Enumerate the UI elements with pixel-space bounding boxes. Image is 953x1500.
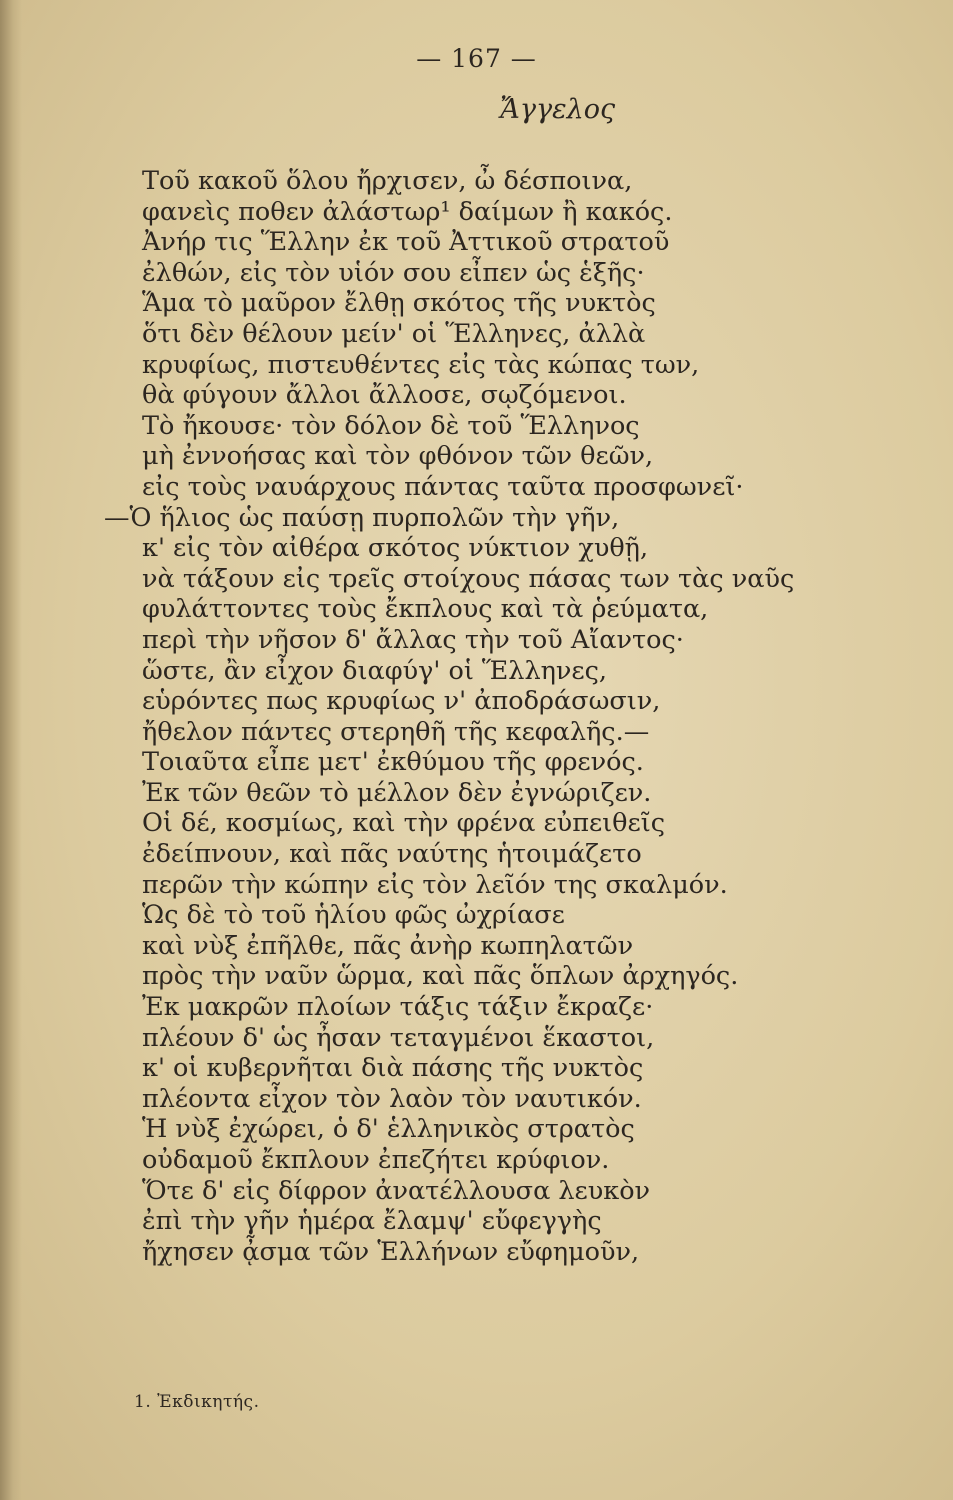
verse-line: ἐλθών, εἰς τὸν υἱόν σου εἶπεν ὡς ἑξῆς· xyxy=(142,257,645,288)
verse-line: Ἐκ τῶν θεῶν τὸ μέλλον δὲν ἐγνώριζεν. xyxy=(142,777,652,808)
verse-line: φανεὶς ποθεν ἀλάστωρ¹ δαίμων ἢ κακός. xyxy=(142,196,673,227)
verse-line: ἐπὶ τὴν γῆν ἡμέρα ἔλαμψ' εὔφεγγὴς xyxy=(142,1206,602,1237)
verse-line: ἤχησεν ᾆσμα τῶν Ἑλλήνων εὔφημοῦν, xyxy=(142,1236,640,1267)
verse-line: περὶ τὴν νῆσον δ' ἄλλας τὴν τοῦ Αἴαντος· xyxy=(142,624,684,655)
footnote: 1. Ἐκδικητής. xyxy=(134,1392,260,1412)
verse-line: πλέουν δ' ὡς ἦσαν τεταγμένοι ἕκαστοι, xyxy=(142,1022,655,1053)
verse-line: πλέοντα εἶχον τὸν λαὸν τὸν ναυτικόν. xyxy=(142,1083,642,1114)
verse-line: κ' οἱ κυβερνῆται διὰ πάσης τῆς νυκτὸς xyxy=(142,1053,644,1084)
verse-line: Τὸ ἤκουσε· τὸν δόλον δὲ τοῦ Ἕλληνος xyxy=(142,410,640,441)
verse-line: θὰ φύγουν ἄλλοι ἄλλοσε, σῳζόμενοι. xyxy=(142,380,627,411)
verse-line: Οἱ δέ, κοσμίως, καὶ τὴν φρένα εὐπειθεῖς xyxy=(142,808,665,839)
page-number: — 167 — xyxy=(416,44,537,73)
verse-line: —Ὁ ἥλιος ὡς παύσῃ πυρπολῶν τὴν γῆν, xyxy=(104,502,620,533)
verse-line: περῶν τὴν κώπην εἰς τὸν λεῖόν της σκαλμόν. xyxy=(142,869,728,900)
verse-line: κ' εἰς τὸν αἰθέρα σκότος νύκτιον χυθῇ, xyxy=(142,533,649,564)
verse-line: ἤθελον πάντες στερηθῆ τῆς κεφαλῆς.— xyxy=(142,716,650,747)
verse-line: εὑρόντες πως κρυφίως ν' ἀποδράσωσιν, xyxy=(142,686,661,717)
speaker-heading: Ἄγγελος xyxy=(500,94,616,125)
verse-line: κρυφίως, πιστευθέντες εἰς τὰς κώπας των, xyxy=(142,349,700,380)
verse-list xyxy=(104,166,932,1267)
verse-line: μὴ ἐννοήσας καὶ τὸν φθόνον τῶν θεῶν, xyxy=(142,441,654,472)
page-fold-shadow xyxy=(0,0,22,1500)
verse-line: νὰ τάξουν εἰς τρεῖς στοίχους πάσας των τὰς ναῦς xyxy=(142,563,795,594)
verse-line: Ἐκ μακρῶν πλοίων τάξις τάξιν ἔκραζε· xyxy=(142,992,654,1023)
verse-line: πρὸς τὴν ναῦν ὥρμα, καὶ πᾶς ὅπλων ἀρχηγός. xyxy=(142,961,739,992)
verse-line: Τοιαῦτα εἶπε μετ' ἐκθύμου τῆς φρενός. xyxy=(142,747,644,778)
verse-line: ὥστε, ἂν εἶχον διαφύγ' οἱ Ἕλληνες, xyxy=(142,655,608,686)
verse-line: Ἅμα τὸ μαῦρον ἔλθῃ σκότος τῆς νυκτὸς xyxy=(142,288,656,319)
verse-line: οὐδαμοῦ ἔκπλουν ἐπεζήτει κρύφιον. xyxy=(142,1145,610,1175)
verse-line: εἰς τοὺς ναυάρχους πάντας ταῦτα προσφωνεῖ· xyxy=(142,471,744,502)
verse-line: Ἀνήρ τις Ἕλλην ἐκ τοῦ Ἀττικοῦ στρατοῦ xyxy=(142,227,670,258)
verse-line: Ἡ νὺξ ἐχώρει, ὁ δ' ἑλληνικὸς στρατὸς xyxy=(142,1114,635,1145)
verse-line: ὅτι δὲν θέλουν μείν' οἱ Ἕλληνες, ἀλλὰ xyxy=(142,318,646,349)
verse-line: Ὅτε δ' εἰς δίφρον ἀνατέλλουσα λευκὸν xyxy=(142,1175,651,1206)
verse-line: καὶ νὺξ ἐπῆλθε, πᾶς ἀνὴρ κωπηλατῶν xyxy=(142,930,634,961)
verse-line: Τοῦ κακοῦ ὅλου ἤρχισεν, ὦ δέσποινα, xyxy=(142,166,633,196)
verse-line: Ὡς δὲ τὸ τοῦ ἡλίου φῶς ὠχρίασε xyxy=(142,900,565,931)
verse-line: φυλάττοντες τοὺς ἔκπλους καὶ τὰ ῥεύματα, xyxy=(142,594,709,625)
verse-line: ἐδείπνουν, καὶ πᾶς ναύτης ἡτοιμάζετο xyxy=(142,839,642,870)
